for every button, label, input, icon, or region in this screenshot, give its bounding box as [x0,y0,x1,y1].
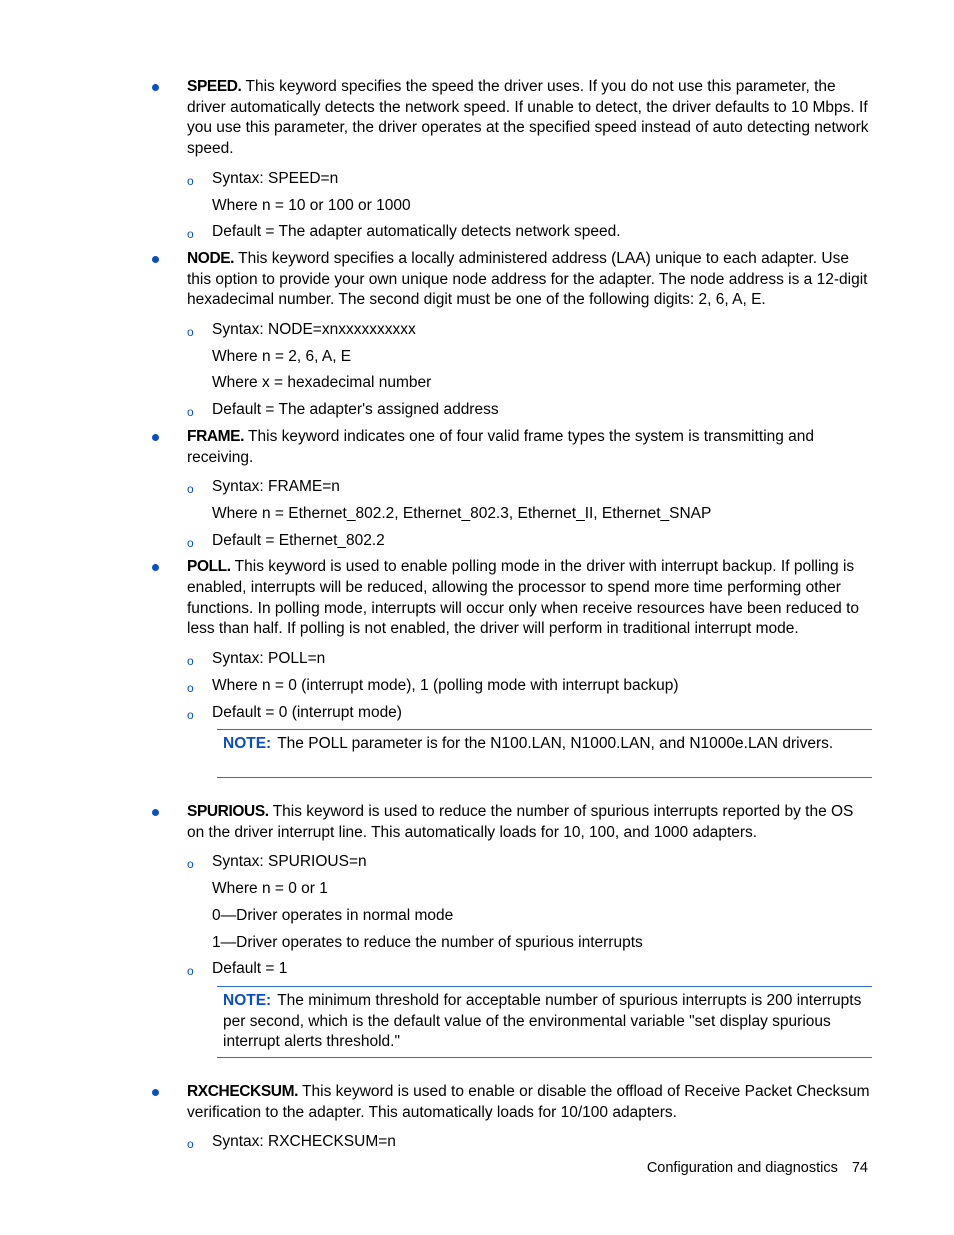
sub-item [187,649,872,670]
circle-bullet-icon: o [187,1137,194,1152]
circle-bullet-icon: o [187,325,194,340]
sub-item-line: Where n = Ethernet_802.2, Ethernet_802.3, Ethernet_II, Ethernet_SNAP [212,504,712,522]
sub-item-line: Default = Ethernet_802.2 [212,531,385,549]
sub-item-line: 0—Driver operates in normal mode [212,906,454,924]
note-label: NOTE: [223,991,272,1009]
sub-item-line: 1—Driver operates to reduce the number of spurious interrupts [212,933,643,951]
bullet-icon [152,564,159,571]
sub-item-line: Default = 1 [212,960,288,978]
keyword-item [152,77,872,160]
circle-bullet-icon: o [187,482,194,497]
note-label: NOTE: [223,735,272,753]
footer-section-title: Configuration and diagnostics [646,1160,838,1176]
sub-item [187,222,872,243]
note-spacer [223,755,872,773]
keyword-term: SPURIOUS. [187,802,269,820]
keyword-term: FRAME. [187,427,245,445]
keyword-term: POLL. [187,558,231,576]
page-number: 74 [851,1160,868,1176]
keyword-paragraph [187,802,872,843]
note-text: The minimum threshold for acceptable number of spurious interrupts is 200 interrupts per second, which is the default value of the environmental variable "set display spurious interrupt alerts threshold." [223,991,862,1051]
sub-item-line: Default = 0 (interrupt mode) [212,703,402,721]
keyword-item [152,802,872,843]
sub-item-line: Syntax: NODE=xnxxxxxxxxxx [212,321,416,339]
sub-item-line: Where n = 2, 6, A, E [212,347,352,365]
sub-item-line: Default = The adapter's assigned address [212,401,499,419]
circle-bullet-icon: o [187,707,194,722]
circle-bullet-icon: o [187,857,194,872]
sub-list [152,852,872,1058]
keyword-term: NODE. [187,249,235,267]
circle-bullet-icon: o [187,964,194,979]
sub-item-line: Where n = 0 or 1 [212,880,328,898]
sub-item [187,703,872,724]
keyword-description: This keyword is used to reduce the number of spurious interrupts reported by the OS on the driver interrupt line. This automatically loads for 10, 100, and 1000 adapters. [187,802,854,841]
keyword-term: RXCHECKSUM. [187,1083,298,1101]
keyword-paragraph [187,557,872,640]
sub-item [187,676,872,697]
page-footer [647,1158,868,1179]
sub-item [187,169,872,216]
note-box [217,729,872,778]
sub-item-line: Syntax: RXCHECKSUM=n [212,1133,396,1151]
bullet-icon [152,84,159,91]
sub-item [187,1132,872,1153]
sub-item-line: Default = The adapter automatically detects network speed. [212,223,621,241]
bullet-icon [152,809,159,816]
sub-item [187,531,872,552]
circle-bullet-icon: o [187,173,194,188]
sub-item-line: Syntax: SPEED=n [212,169,339,187]
keyword-term: SPEED. [187,78,242,95]
circle-bullet-icon: o [187,227,194,242]
sub-item [187,320,872,394]
circle-bullet-icon: o [187,405,194,420]
keyword-item [152,557,872,640]
sub-item [187,400,872,421]
sub-item-line: Syntax: SPURIOUS=n [212,853,367,871]
document-body [152,77,872,1159]
sub-list [152,477,872,551]
sub-item-line: Syntax: FRAME=n [212,478,340,496]
circle-bullet-icon: o [187,654,194,669]
circle-bullet-icon: o [187,535,194,550]
sub-item [187,477,872,524]
sub-item [187,959,872,980]
note-box [217,986,872,1058]
keyword-paragraph [187,1082,872,1123]
sub-item [187,852,872,953]
keyword-description: This keyword is used to enable polling mode in the driver with interrupt backup. If polling is enabled, interrupts will be reduced, allowing the processor to spend more time performing other functions. In polling mode, interrupts will occur only when receive resources have been reduced to less than half. If polling is not enabled, the driver will perform in traditional interrupt mode. [187,558,860,638]
keyword-paragraph [187,77,872,160]
bullet-icon [152,434,159,441]
keyword-paragraph [187,249,872,311]
circle-bullet-icon: o [187,680,194,695]
sub-list [152,1132,872,1153]
sub-list [152,649,872,778]
keyword-description: This keyword specifies a locally administered address (LAA) unique to each adapter. Use this option to provide your own unique node address for the adapter. The node address is a 12-digit hexadecimal number. The second digit must be one of the following digits: 2, 6, A, E. [187,249,868,309]
sub-item-line: Where n = 0 (interrupt mode), 1 (polling mode with interrupt backup) [212,676,679,694]
sub-list [152,320,872,421]
keyword-description: This keyword indicates one of four valid frame types the system is transmitting and receiving. [187,427,815,466]
sub-item-line: Where x = hexadecimal number [212,374,432,392]
keyword-paragraph [187,427,872,468]
keyword-item [152,1082,872,1123]
sub-item-line: Syntax: POLL=n [212,650,326,668]
note-text: The POLL parameter is for the N100.LAN, N1000.LAN, and N1000e.LAN drivers. [277,735,834,753]
keyword-description: This keyword specifies the speed the driver uses. If you do not use this parameter, the driver automatically detects the network speed. If unable to detect, the driver defaults to 10 Mbps. If you use this parameter, the driver operates at the specified speed instead of auto detecting network speed. [187,78,869,158]
bullet-icon [152,1089,159,1096]
sub-list [152,169,872,243]
keyword-description: This keyword is used to enable or disable the offload of Receive Packet Checksum verification to the adapter. This automatically loads for 10/100 adapters. [187,1083,870,1121]
sub-item-line: Where n = 10 or 100 or 1000 [212,196,411,214]
bullet-icon [152,256,159,263]
keyword-item [152,249,872,311]
keyword-item [152,427,872,468]
